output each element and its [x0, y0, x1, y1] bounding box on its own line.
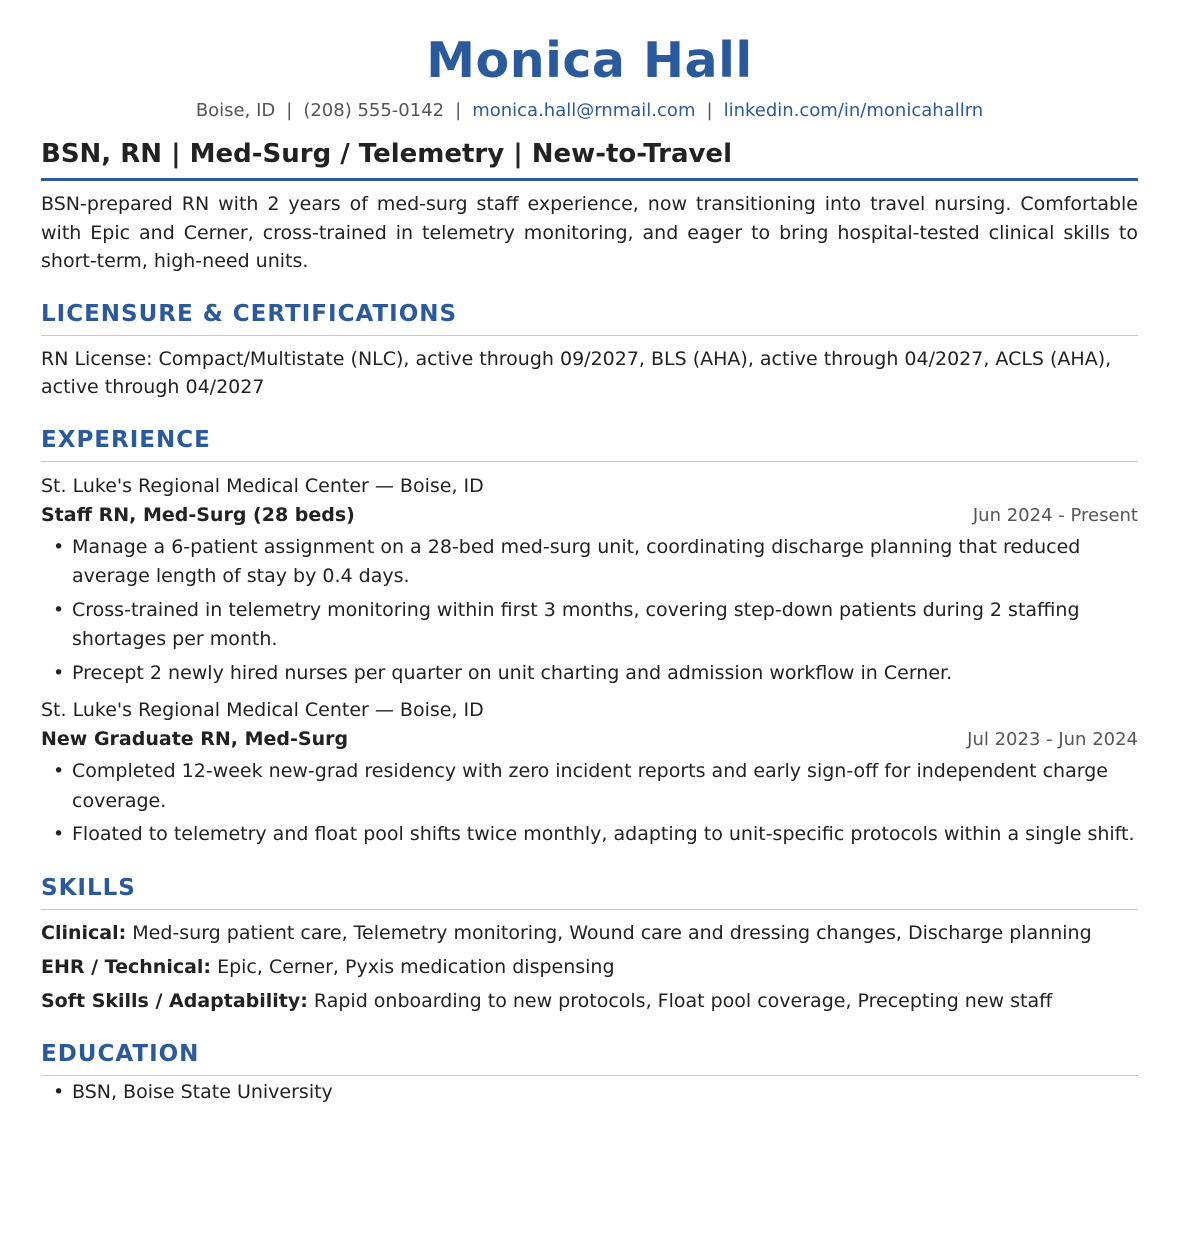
job-employer: St. Luke's Regional Medical Center — Boise, ID: [41, 474, 484, 497]
list-item: [41, 596, 1138, 655]
skill-group-text: Epic, Cerner, Pyxis medication dispensing: [217, 955, 615, 978]
bullet-glyph: •: [53, 535, 65, 558]
job-dates: Jun 2024 - Present: [972, 504, 1138, 526]
job-employer: St. Luke's Regional Medical Center — Boise, ID: [41, 699, 484, 721]
job-role: Staff RN, Med-Surg (28 beds): [41, 503, 355, 526]
contact-separator: |: [706, 100, 713, 121]
section-title-education: EDUCATION: [41, 1038, 1138, 1076]
section-title-licensure: LICENSURE & CERTIFICATIONS: [41, 298, 1138, 336]
skills-block: [41, 919, 1138, 1016]
summary-paragraph: BSN-prepared RN with 2 years of med-surg staff experience, now transitioning into travel nursing. Comfortable with Epic and Cerner, cross-trained in telemetry monitoring, and eager to bring hospital-tested clinical skills to short-term, high-need units.: [41, 193, 1138, 272]
job-role-row: [41, 500, 1138, 531]
job-entry: [41, 696, 1138, 850]
bullet-text: Manage a 6-patient assignment on a 28-bed med-surg unit, coordinating discharge planning that reduced average length of stay by 0.4 days.: [72, 535, 1081, 587]
professional-headline: BSN, RN | Med-Surg / Telemetry | New-to-Travel: [41, 136, 1138, 181]
education-item: BSN, Boise State University: [72, 1080, 333, 1103]
list-item: [41, 820, 1138, 850]
skill-group: [41, 953, 1138, 982]
bullet-glyph: •: [53, 598, 65, 621]
skill-group-label: EHR / Technical:: [41, 955, 212, 978]
job-role-row: [41, 724, 1138, 755]
skill-group-text: Med-surg patient care, Telemetry monitoring, Wound care and dressing changes, Discharge planning: [132, 921, 1092, 944]
job-bullet-list: [41, 533, 1138, 689]
bullet-text: Cross-trained in telemetry monitoring within first 3 months, covering step-down patients during 2 staffing shortages per month.: [72, 598, 1080, 650]
skill-group: [41, 987, 1138, 1016]
job-role: New Graduate RN, Med-Surg: [41, 728, 349, 750]
education-list: [41, 1078, 1138, 1108]
skill-group-label: Clinical:: [41, 921, 127, 944]
list-item: [41, 533, 1138, 592]
bullet-glyph: •: [53, 1080, 65, 1103]
bullet-glyph: •: [53, 661, 65, 684]
section-title-skills: SKILLS: [41, 872, 1138, 910]
skill-group: [41, 919, 1138, 948]
skill-group-label: Soft Skills / Adaptability:: [41, 989, 308, 1012]
contact-line: [41, 99, 1138, 123]
contact-linkedin-link[interactable]: linkedin.com/in/monicahallrn: [723, 100, 984, 121]
list-item: [41, 659, 1138, 689]
section-title-experience: EXPERIENCE: [41, 424, 1138, 462]
candidate-name: Monica Hall: [426, 32, 753, 89]
contact-separator: |: [455, 100, 462, 121]
list-item: [41, 757, 1138, 816]
contact-location: Boise, ID: [195, 100, 276, 121]
list-item: [41, 1078, 1138, 1108]
job-bullet-list: [41, 757, 1138, 850]
bullet-text: Completed 12-week new-grad residency with zero incident reports and early sign-off for independent charge coverage.: [72, 760, 1108, 812]
job-dates: Jul 2023 - Jun 2024: [967, 729, 1138, 750]
bullet-text: Floated to telemetry and float pool shifts twice monthly, adapting to unit-specific protocols within a single shift.: [72, 823, 1135, 845]
bullet-text: Precept 2 newly hired nurses per quarter on unit charting and admission workflow in Cerner.: [72, 661, 953, 684]
contact-phone: (208) 555-0142: [303, 100, 445, 121]
skill-group-text: Rapid onboarding to new protocols, Float pool coverage, Precepting new staff: [313, 989, 1053, 1012]
bullet-glyph: •: [53, 760, 65, 782]
contact-email-link[interactable]: monica.hall@rnmail.com: [472, 100, 696, 121]
contact-separator: |: [286, 100, 293, 121]
bullet-glyph: •: [53, 823, 65, 845]
licensure-text: RN License: Compact/Multistate (NLC), active through 09/2027, BLS (AHA), active through 04/2027, ACLS (AHA), active through 04/2027: [41, 347, 1112, 398]
job-entry: [41, 472, 1138, 689]
